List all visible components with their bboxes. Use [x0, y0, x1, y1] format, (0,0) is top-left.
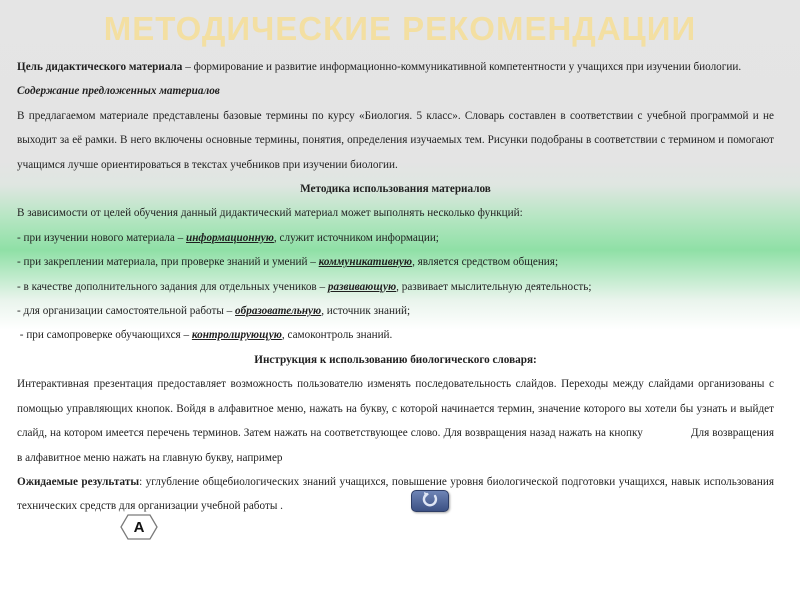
- function-item: - для организации самостоятельной работы – образовательную, источник знаний;: [17, 305, 411, 318]
- function-term: коммуникативную: [318, 256, 413, 269]
- instruction-text: Интерактивная презентация предоставляет возможность пользователю изменять последовательность слайдов. Переходы между слайдами организованы с помощью управляющих кнопок. Войдя в алфавитное меню, нажать на букву, с которой начинается термин, значение которого вы хотели бы узнать и выйдет слайд, на котором имеется перечень терминов. Затем нажать на соответствующее слово. Для возвращения назад нажать на кнопку Для возвращения в алфавитное меню нажать на главную букву, например: [17, 378, 774, 464]
- results-label: Ожидаемые результаты: [17, 475, 140, 488]
- letter-a-label: А: [133, 518, 145, 536]
- instruction-tail: Для возвращения в алфавитное меню нажать на главную букву, например: [17, 427, 774, 464]
- content-text: В предлагаемом материале представлены базовые термины по курсу «Биология. 5 класс». Словарь составлен в соответствии с учебной программой и не выходит за её рамки. В него включены основные термины, понятия, определения изучаемых тем. Рисунки подобраны в соответствии с термином и помогают учащимся лучше ориентироваться в текстах учебников при изучении биологии.: [17, 109, 774, 171]
- function-item: - при изучении нового материала – информационную, служит источником информации;: [17, 231, 439, 244]
- results-text: : углубление общебиологических знаний учащихся, повышение уровня биологической подготовки учащихся, навык использования технических средств для организации учебной работы .: [17, 475, 774, 513]
- results-paragraph: [17, 470, 774, 519]
- instruction-heading: Инструкция к использованию биологического словаря:: [254, 353, 537, 366]
- content-body: [17, 55, 774, 519]
- goal-label: Цель дидактического материала: [17, 61, 183, 73]
- function-term: образовательную: [235, 305, 322, 318]
- goal-paragraph: [17, 55, 774, 79]
- letter-a-button[interactable]: [120, 514, 158, 540]
- page-title: МЕТОДИЧЕСКИЕ РЕКОМЕНДАЦИИ: [103, 10, 697, 47]
- method-heading: Методика использования материалов: [300, 183, 491, 196]
- method-intro: В зависимости от целей обучения данный дидактический материал может выполнять несколько функций:: [17, 207, 523, 220]
- goal-text: – формирование и развитие информационно-коммуникативной компетентности у учащихся при изучении биологии.: [182, 61, 742, 73]
- function-term: контролирующую: [191, 329, 282, 342]
- return-arrow-icon: [422, 491, 438, 512]
- function-item: - в качестве дополнительного задания для отдельных учеников – развивающую, развивает мыслительную деятельность;: [17, 280, 592, 293]
- function-term: развивающую: [327, 280, 397, 293]
- function-item: - при закреплении материала, при проверке знаний и умений – коммуникативную, является средством общения;: [17, 256, 559, 269]
- function-item: - при самопроверке обучающихся – контролирующую, самоконтроль знаний.: [17, 329, 393, 342]
- function-term: информационную: [186, 231, 274, 244]
- content-heading: Содержание предложенных материалов: [17, 85, 220, 98]
- back-button[interactable]: [411, 490, 449, 512]
